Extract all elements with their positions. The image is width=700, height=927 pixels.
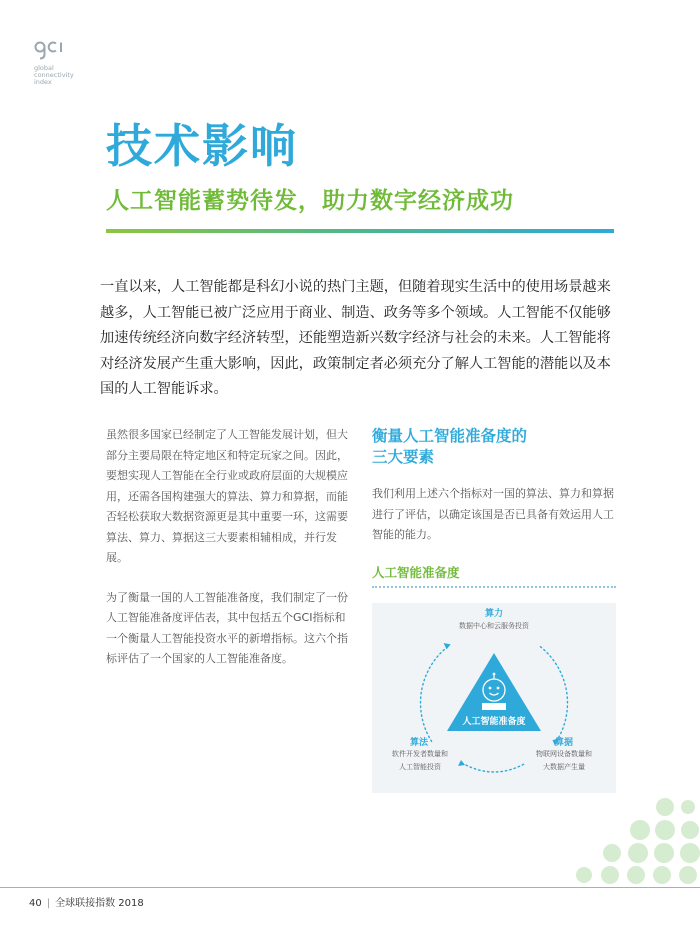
diagram-left-title: 算法: [409, 738, 428, 748]
section-heading-line: 衡量人工智能准备度的: [372, 427, 528, 445]
page-footer: [29, 894, 144, 909]
gci-logo-icon: [34, 40, 66, 64]
logo-line: connectivity: [34, 71, 74, 79]
gci-logo: [34, 40, 114, 86]
readiness-diagram: [372, 603, 616, 793]
footer-divider: [0, 887, 700, 888]
decorative-dots: [560, 795, 700, 885]
cycle-arrowhead: [444, 643, 451, 649]
diagram-left-sub-line: 软件开发者数量和: [392, 750, 448, 758]
page-title: 技术影响: [106, 119, 298, 173]
publication-title: 全球联接指数 2018: [55, 898, 144, 909]
footer-separator: |: [46, 898, 51, 909]
right-column: [372, 426, 616, 546]
logo-line: global: [34, 64, 54, 72]
intro-paragraph: 一直以来，人工智能都是科幻小说的热门主题，但随着现实生活中的使用场景越来越多，人工智能已被广泛应用于商业、制造、政务等多个领域。人工智能不仅能够加速传统经济向数字经济转型，还能塑造新兴数字经济与社会的未来。人工智能将对经济发展产生重大影响，因此，政策制定者必须充分了解人工智能的潜能以及本国的人工智能诉求。: [100, 279, 611, 397]
section-heading: [372, 426, 616, 468]
left-column: [106, 425, 349, 689]
section-description: 我们利用上述六个指标对一国的算法、算力和算据进行了评估，以确定该国是否已具备有效运用人工智能的能力。: [372, 487, 614, 541]
diagram-right-sub-line: 物联网设备数量和: [536, 750, 592, 758]
page-number: 40: [29, 898, 42, 909]
readiness-label: 人工智能准备度: [372, 565, 460, 580]
diagram-left-sub: [372, 748, 468, 774]
diagram-left-sub-line: 人工智能投资: [399, 763, 441, 771]
cycle-arc-right: [540, 647, 567, 742]
page-subtitle: 人工智能蓄势待发，助力数字经济成功: [106, 188, 514, 214]
body-paragraph: 虽然很多国家已经制定了人工智能发展计划，但大部分主要局限在特定地区和特定玩家之间。因此，要想实现人工智能在全行业或政府层面的大规模应用，还需各国构建强大的算法、算力和算据，而能否轻松获取大数据资源更是其中重要一环，这需要算法、算力、算据这三大要素相辅相成，并行发展。: [106, 428, 348, 564]
diagram-right-sub-line: 大数据产生量: [543, 763, 585, 771]
diagram-top-title: 算力: [484, 609, 503, 619]
body-paragraph: 为了衡量一国的人工智能准备度，我们制定了一份人工智能准备度评估表，其中包括五个GCI指标和一个衡量人工智能投资水平的新增指标。这六个指标评估了一个国家的人工智能准备度。: [106, 590, 348, 665]
title-divider: [106, 229, 614, 233]
diagram-right-sub: [516, 748, 612, 774]
diagram-center-label: 人工智能准备度: [462, 717, 526, 727]
logo-text: [34, 65, 114, 86]
logo-line: index: [34, 78, 52, 86]
cycle-arc-left: [421, 647, 448, 742]
dotted-divider: [372, 586, 616, 588]
diagram-top-sub: 数据中心和云服务投资: [459, 622, 529, 630]
diagram-right-title: 算据: [554, 738, 573, 748]
section-heading-line: 三大要素: [372, 448, 435, 466]
